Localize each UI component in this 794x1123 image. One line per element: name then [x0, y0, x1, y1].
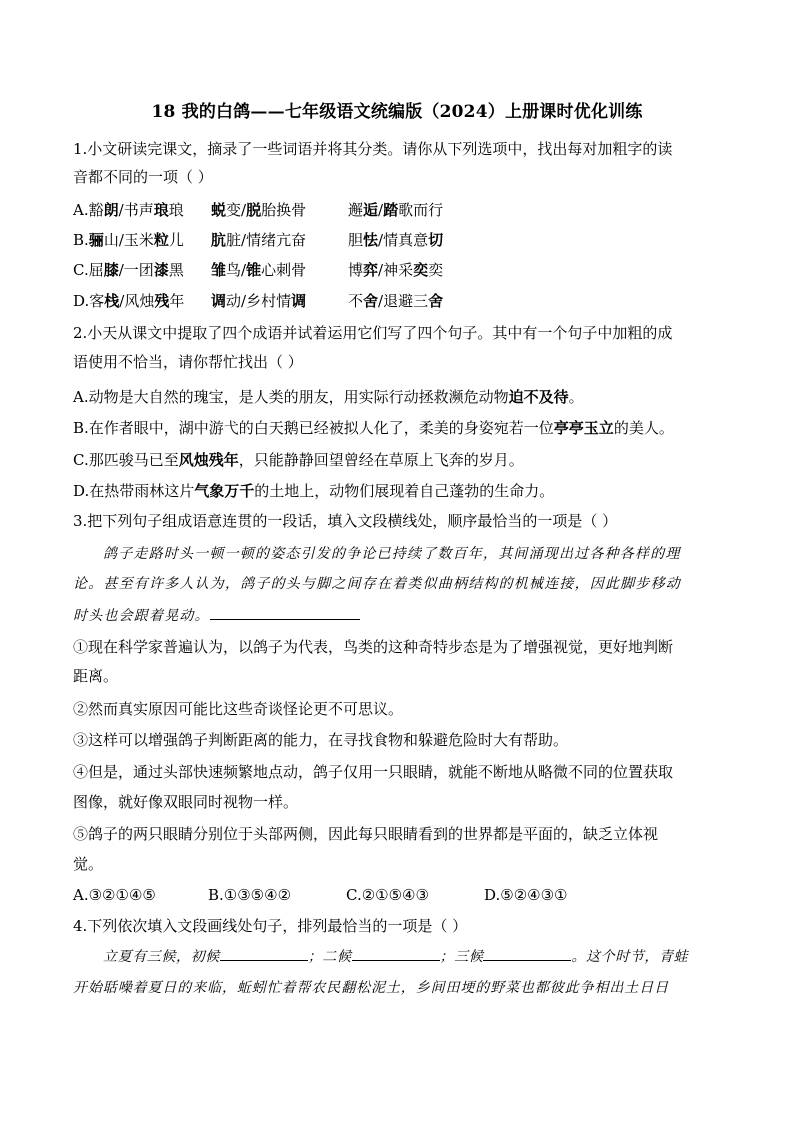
q3-sentence-1-line1: ①现在科学家普遍认为，以鸽子为代表，鸟类的这种奇特步态是为了增强视觉，更好地判断	[73, 638, 674, 656]
q1-stem-line1: 1.小文研读完课文，摘录了一些词语并将其分类。请你从下列选项中，找出每对加粗字的读	[73, 140, 673, 158]
q1-option-c-group2: 雏鸟/锥心刺骨	[211, 261, 307, 279]
q2-option-b: B.在作者眼中，湖中游弋的白天鹅已经被拟人化了，柔美的身姿宛若一位亭亭玉立的美人。	[73, 419, 674, 437]
q2-stem-line2: 语使用不恰当，请你帮忙找出（ ）	[73, 353, 303, 371]
q4-blank-1[interactable]	[220, 946, 308, 961]
q1-option-a-group2: 蜕变/脱胎换骨	[211, 201, 307, 219]
page-title: 18 我的白鸽——七年级语文统编版（2024）上册课时优化训练	[151, 102, 643, 122]
q3-passage-line2: 论。甚至有许多人认为，鸽子的头与脚之间存在着类似曲柄结构的机械连接，因此脚步移动	[73, 576, 681, 592]
q1-option-b: B.骊山/玉米粒儿	[73, 231, 184, 249]
q1-stem-line2: 音都不同的一项（ ）	[73, 168, 213, 186]
q3-passage-line1: 鸽子走路时头一顿一顿的姿态引发的争论已持续了数百年，其间涌现出过各种各样的理	[103, 546, 681, 562]
q1-option-c-group3: 博弈/神采奕奕	[348, 261, 444, 279]
q3-sentence-4-line1: ④但是，通过头部快速频繁地点动，鸽子仅用一只眼睛，就能不断地从略微不同的位置获取	[73, 763, 674, 781]
q3-passage-line3: 时头也会跟着晃动。	[73, 605, 360, 627]
q3-sentence-5-line2: 觉。	[73, 855, 104, 873]
q3-option-a: A.③②①④⑤	[73, 886, 156, 904]
q1-option-b-group3: 胆怯/情真意切	[348, 231, 444, 249]
q3-sentence-4-line2: 图像，就好像双眼同时视物一样。	[73, 793, 299, 811]
q4-stem: 4.下列依次填入文段画线处句子，排列最恰当的一项是（ ）	[73, 917, 468, 935]
q4-passage-line1: 立夏有三候，初候 ；二候 ；三候 。这个时节，青蛙	[103, 946, 688, 968]
q3-sentence-1-line2: 距离。	[73, 667, 119, 685]
q3-sentence-2: ②然而真实原因可能比这些奇谈怪论更不可思议。	[73, 700, 404, 718]
q3-stem: 3.把下列句子组成语意连贯的一段话，填入文段横线处，顺序最恰当的一项是（ ）	[73, 512, 618, 530]
q1-option-a: A.豁朗/书声琅琅	[73, 201, 184, 219]
q1-option-d-group2: 调动/乡村情调	[211, 292, 307, 310]
q1-option-d-group3: 不舍/退避三舍	[348, 292, 444, 310]
q4-blank-2[interactable]	[352, 946, 440, 961]
q2-option-c: C.那匹骏马已至风烛残年，只能静静回望曾经在草原上飞奔的岁月。	[73, 451, 524, 469]
q3-option-b: B.①③⑤④②	[208, 886, 292, 904]
q2-stem-line1: 2.小天从课文中提取了四个成语并试着运用它们写了四个句子。其中有一个句子中加粗的成	[73, 324, 673, 342]
q3-sentence-5-line1: ⑤鸽子的两只眼睛分别位于头部两侧，因此每只眼睛看到的世界都是平面的，缺乏立体视	[73, 825, 659, 843]
q1-option-b-group2: 肮脏/情绪亢奋	[211, 231, 307, 249]
q3-option-d: D.⑤②④③①	[484, 886, 568, 904]
q4-passage-line2: 开始聒噪着夏日的来临，蚯蚓忙着帮农民翻松泥土，乡间田埂的野菜也都彼此争相出土日日	[73, 980, 669, 996]
q3-answer-blank[interactable]	[210, 605, 360, 620]
q2-option-a: A.动物是大自然的瑰宝，是人类的朋友，用实际行动拯救濒危动物迫不及待。	[73, 388, 584, 406]
q4-blank-3[interactable]	[483, 946, 571, 961]
q3-option-c: C.②①⑤④③	[346, 886, 429, 904]
q1-option-d: D.客栈/风烛残年	[73, 292, 185, 310]
q2-option-d: D.在热带雨林这片气象万千的土地上，动物们展现着自己蓬勃的生命力。	[73, 482, 555, 500]
q3-sentence-3: ③这样可以增强鸽子判断距离的能力，在寻找食物和躲避危险时大有帮助。	[73, 731, 569, 749]
q1-option-a-group3: 邂逅/踏歌而行	[348, 201, 444, 219]
q1-option-c: C.屈膝/一团漆黑	[73, 261, 184, 279]
